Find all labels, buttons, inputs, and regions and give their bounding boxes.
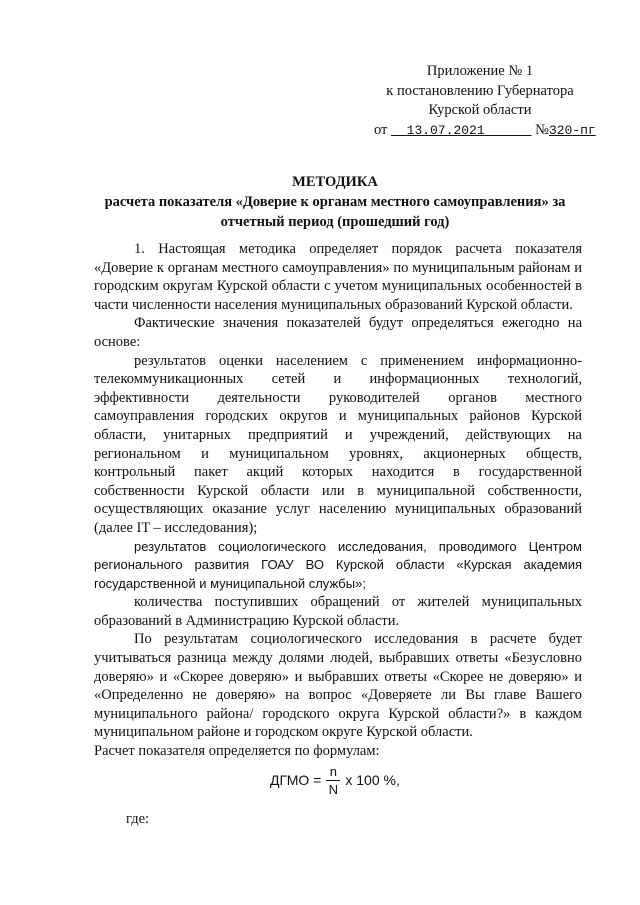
fraction-bar (326, 780, 340, 781)
paragraph-1: 1. Настоящая методика определяет порядок расчета показателя «Доверие к органам местного самоуправления» по муниципальным районам и городским округам Курской области с учетом муниципальных особенностей в части численности населения муниципальных образований Курской области. (94, 241, 582, 313)
formula-rhs: x 100 %, (345, 772, 400, 788)
formula-lhs: ДГМО = (270, 772, 322, 788)
appendix-date-line (360, 121, 600, 141)
title-heading: МЕТОДИКА (292, 174, 378, 190)
paragraph-7: Расчет показателя определяется по формулам: (94, 743, 380, 760)
document-body (94, 240, 582, 761)
document-title (60, 172, 610, 232)
formula-denominator: N (328, 781, 339, 797)
date-prefix: от (374, 121, 388, 138)
title-subtitle-line1: расчета показателя «Доверие к органам местного самоуправления» за (104, 194, 566, 210)
where-label: где: (126, 811, 150, 827)
decree-date: 13.07.2021 (406, 122, 485, 138)
paragraph-5: количества поступивших обращений от жителей муниципальных образований в Администрацию Курской области. (94, 594, 582, 629)
appendix-header (360, 62, 600, 140)
paragraph-2: Фактические значения показателей будут определяться ежегодно на основе: (94, 315, 582, 350)
paragraph-4: результатов социологического исследования, проводимого Центром регионального развития ГОАУ ВО Курской области «Курская академия государственной и муниципальной службы»; (94, 538, 582, 591)
formula-numerator: n (329, 763, 337, 779)
appendix-region-line: Курской области (428, 102, 532, 118)
appendix-title: Приложение № 1 (426, 63, 534, 79)
formula-fraction (326, 764, 340, 797)
paragraph-3: результатов оценки населением с применением информационно-телекоммуникационных сетей и информационных технологий, эффективности деятельности руководителей органов местного самоуправления городских округов и муниципальных районов Курской области, унитарных предприятий и учреждений, действующих на региональном и муниципальном уровнях, акционерных обществ, контрольный пакет акций которых находится в государственной собственности Курской области или в муниципальной собственности, осуществляющих оказание услуг населению муниципальных образований (далее IT – исследования); (94, 352, 582, 536)
formula (270, 760, 400, 800)
decree-number: 320-пг (548, 122, 596, 138)
title-subtitle-line2: отчетный период (прошедший год) (220, 214, 450, 230)
number-prefix: № (535, 121, 549, 138)
appendix-decree-line: к постановлению Губернатора (386, 82, 574, 99)
paragraph-6: По результатам социологического исследования в расчете будет учитываться разница между долями людей, выбравших ответы «Безусловно доверяю» и «Скорее доверяю» и выбравших ответы «Скорее не доверяю» и «Определенно не доверяю» на вопрос «Доверяете ли Вы главе Вашего муниципального района/ городского округа Курской области?» в каждом муниципальном районе и городском округе Курской области. (94, 631, 582, 741)
